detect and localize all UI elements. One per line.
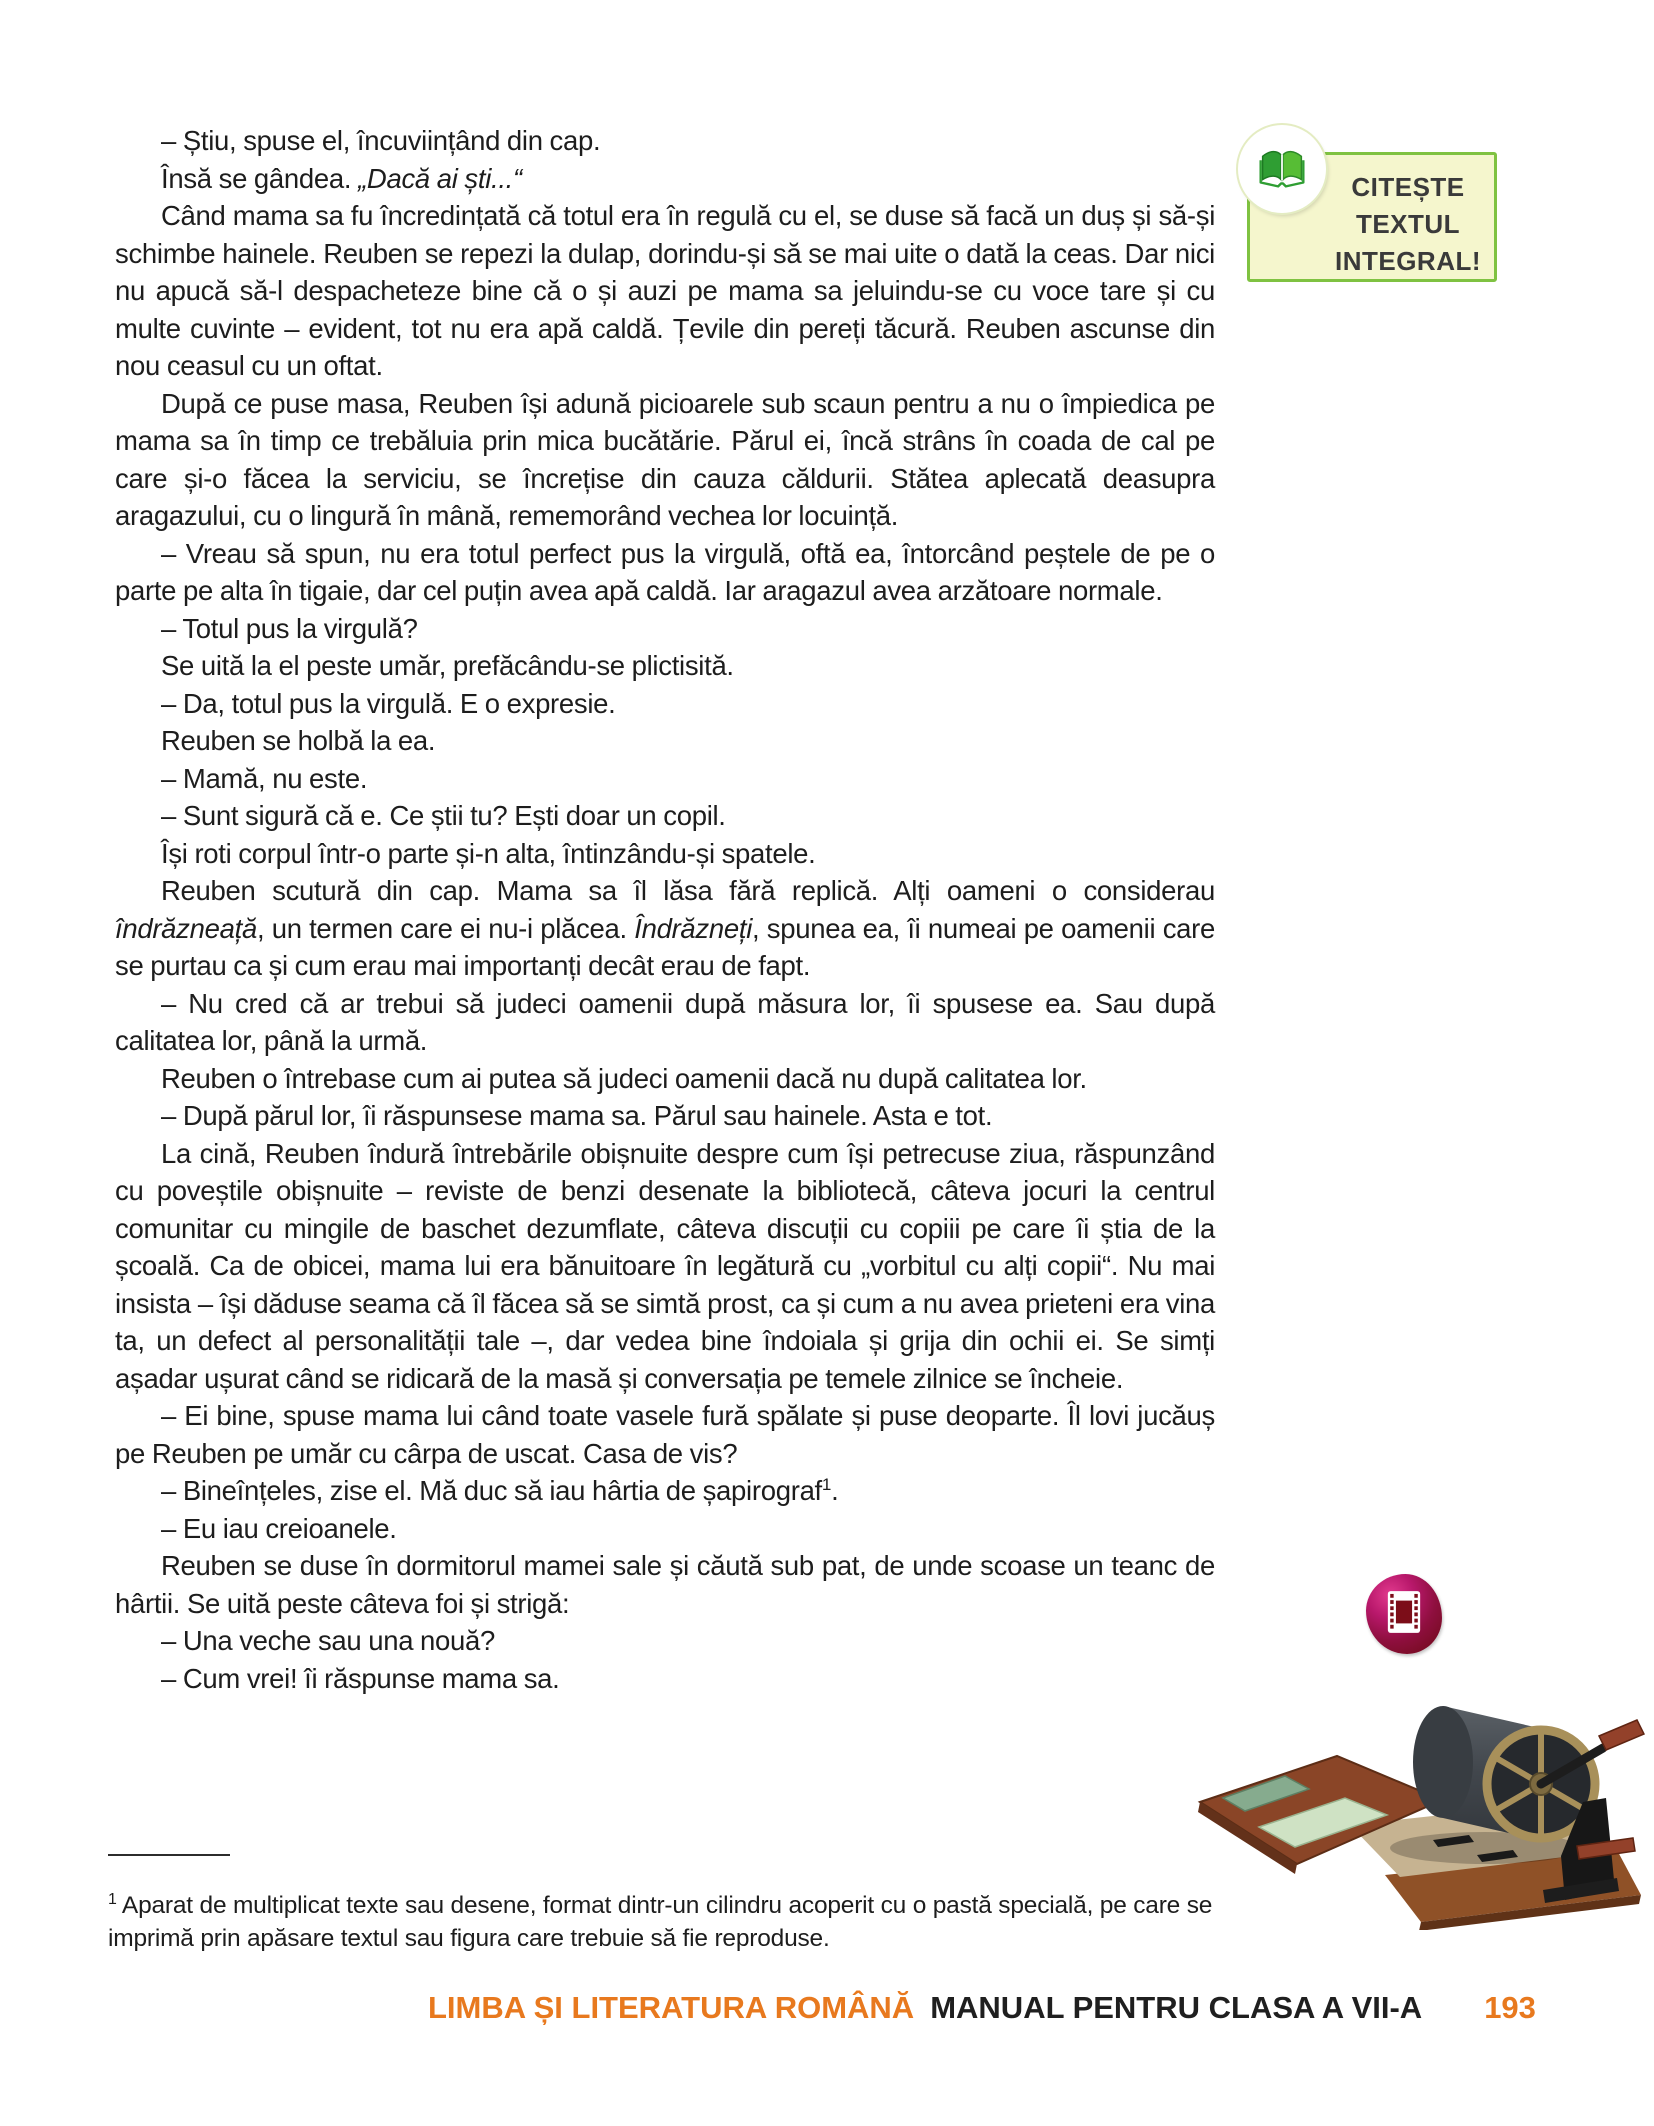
badge-line-2: TEXTUL [1355, 209, 1461, 239]
paragraph: – Cum vrei! îi răspunse mama sa. [161, 1662, 560, 1694]
paragraph: – Una veche sau una nouă? [161, 1625, 496, 1656]
paragraph: Reuben se duse în dormitorul mamei sale și căută sub pat, de unde scoase un teanc de hârtii. Se uită peste câteva foi și strigă: [115, 1550, 1215, 1619]
film-strip-icon [1385, 1590, 1423, 1639]
badge-label [1328, 169, 1488, 280]
paragraph: – Nu cred că ar trebui să judeci oamenii după măsura lor, îi spusese ea. Sau după calitatea lor, până la urmă. [115, 987, 1215, 1056]
paragraph: – După părul lor, îi răspunsese mama sa. Părul sau hainele. Asta e tot. [161, 1100, 993, 1131]
paragraph: Reuben o întrebase cum ai putea să judeci oamenii dacă nu după calitatea lor. [161, 1062, 1087, 1094]
paragraph: La cină, Reuben îndură întrebările obișnuite despre cum își petrecuse ziua, răspunzând cu poveștile obișnuite – reviste de benzi desenate la bibliotecă, câteva jocuri la centrul comunitar cu mingile de baschet dezumflate, câteva discuții cu copiii pe care îi știa de la școală. Ca de obicei, mama lui era bănuitoare în legătură cu „vorbitul cu alți copii“. Nu mai insista – își dăduse seama că îl făcea să se simtă prost, ca și cum a nu avea prieteni era vina ta, un defect al personalității tale –, dar vedea bine îndoiala și grija din ochii ei. Se simți așadar ușurat când se ridicară de la masă și conversația pe temele zilnice se încheie. [115, 1137, 1215, 1394]
story-text [115, 122, 1215, 1697]
paragraph: – Știu, spuse el, încuviințând din cap. [161, 125, 601, 156]
paragraph: – Eu iau creioanele. [161, 1512, 397, 1544]
badge-line-3: INTEGRAL! [1334, 246, 1482, 276]
paragraph: – Mamă, nu este. [161, 762, 368, 794]
paragraph: – Sunt sigură că e. Ce știi tu? Ești doar un copil. [161, 800, 726, 831]
page-footer [428, 1990, 1536, 2026]
paragraph: Când mama sa fu încredințată că totul era în regulă cu el, se duse să facă un duș și să-și schimbe hainele. Reuben se repezi la dulap, dorindu-și să se mai uite o dată la ceas. Dar nici nu apucă să-l despacheteze bine că o și auzi pe mama sa jeluindu-se cu voce tare și cu multe cuvinte – evident, tot nu era apă caldă. Țevile din pereți tăcură. Reuben ascunse din nou ceasul cu un oftat. [115, 200, 1215, 381]
manual-subtitle: MANUAL PENTRU CLASA A VII-A [930, 1990, 1423, 2025]
footnote-text: Aparat de multiplicat texte sau desene, format dintr-un cilindru acoperit cu o pastă specială, pe care se imprimă prin apăsare textul sau figura care trebuie să fie reproduse. [108, 1891, 1213, 1952]
badge-icon-circle[interactable] [1238, 125, 1326, 213]
paragraph: – Vreau să spun, nu era totul perfect pus la virgulă, oftă ea, întorcând peștele de pe o parte pe alta în tigaie, dar cel puțin avea apă caldă. Iar aragazul avea arzătoare normale. [115, 537, 1215, 606]
paragraph: Însă se gândea. „Dacă ai ști...“ [161, 162, 522, 194]
paragraph: – Bineînțeles, zise el. Mă duc să iau hârtia de șapirograf$^1$. [161, 1474, 839, 1506]
book-title: LIMBA ȘI LITERATURA ROMÂNĂ [428, 1990, 915, 2025]
paragraph: După ce puse masa, Reuben își adună picioarele sub scaun pentru a nu o împiedica pe mama sa în timp ce trebăluia prin mica bucătărie. Părul ei, încă strâns în coada de cal pe care și-o făcea la serviciu, se încrețise din cauza căldurii. Stătea aplecată deasupra aragazului, cu o lingură în mână, rememorând vechea lor locuință. [115, 387, 1215, 531]
footnote [108, 1889, 1226, 1955]
footnote-marker: 1 [108, 1890, 117, 1908]
paragraph: Își roti corpul într-o parte și-n alta, întinzându-și spatele. [161, 837, 816, 869]
badge-line-1: CITEȘTE [1351, 172, 1465, 202]
paragraph: Reuben scutură din cap. Mama sa îl lăsa fără replică. Alți oameni o considerau îndrăzneață, un termen care ei nu-i plăcea. Îndrăzneți, spunea ea, îi numeai pe oamenii care se purtau ca și cum erau mai importanți decât erau de fapt. [115, 875, 1215, 981]
paragraph: – Totul pus la virgulă? [161, 612, 418, 644]
paragraph: – Ei bine, spuse mama lui când toate vasele fură spălate și puse deoparte. Îl lovi jucăuș pe Reuben pe umăr cu cârpa de uscat. Casa de vis? [115, 1400, 1215, 1469]
footnote-divider [108, 1854, 230, 1856]
open-book-icon [1251, 136, 1313, 203]
paragraph: Se uită la el peste umăr, prefăcându-se plictisită. [161, 650, 734, 681]
paragraph: Reuben se holbă la ea. [161, 725, 436, 756]
video-link-icon[interactable] [1366, 1574, 1442, 1654]
paragraph: – Da, totul pus la virgulă. E o expresie. [161, 687, 616, 719]
page-number: 193 [1484, 1990, 1536, 2025]
mimeograph-photo [1185, 1650, 1645, 1930]
